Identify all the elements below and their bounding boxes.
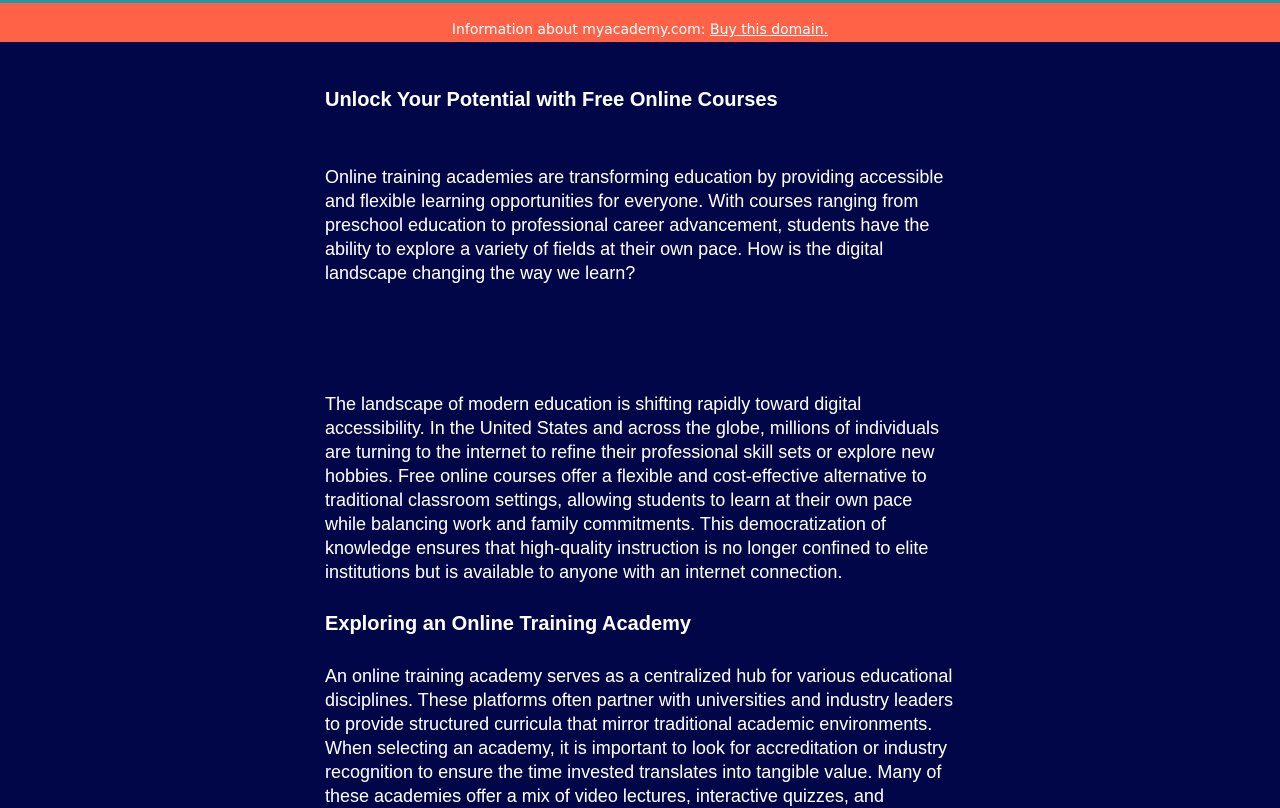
buy-domain-link[interactable]: Buy this domain. [709,22,829,38]
domain-info-banner [0,3,1280,42]
banner-text: Information about myacademy.com: [451,22,710,38]
section-heading: Exploring an Online Training Academy [325,613,691,635]
intro-paragraph: Online training academies are transforming education by providing accessible and flexible learning opportunities for everyone. With courses ranging from preschool education to professional career advancement, students have the ability to explore a variety of fields at their own pace. How is the digital landscape changing the way we learn? [325,167,944,283]
body-paragraph: The landscape of modern education is shifting rapidly toward digital accessibility. In the United States and across the globe, millions of individuals are turning to the internet to refine their professional skill sets or explore new hobbies. Free online courses offer a flexible and cost-effective alternative to traditional classroom settings, allowing students to learn at their own pace while balancing work and family commitments. This democratization of knowledge ensures that high-quality instruction is no longer confined to elite institutions but is available to anyone with an internet connection. [325,394,939,582]
body-paragraph: An online training academy serves as a centralized hub for various educational disciplines. These platforms often partner with universities and industry leaders to provide structured curricula that mirror traditional academic environments. When selecting an academy, it is important to look for accreditation or industry recognition to ensure the time invested translates into tangible value. Many of these academies offer a mix of video lectures, interactive quizzes, and [325,666,953,806]
article-title: Unlock Your Potential with Free Online Courses [325,89,778,111]
